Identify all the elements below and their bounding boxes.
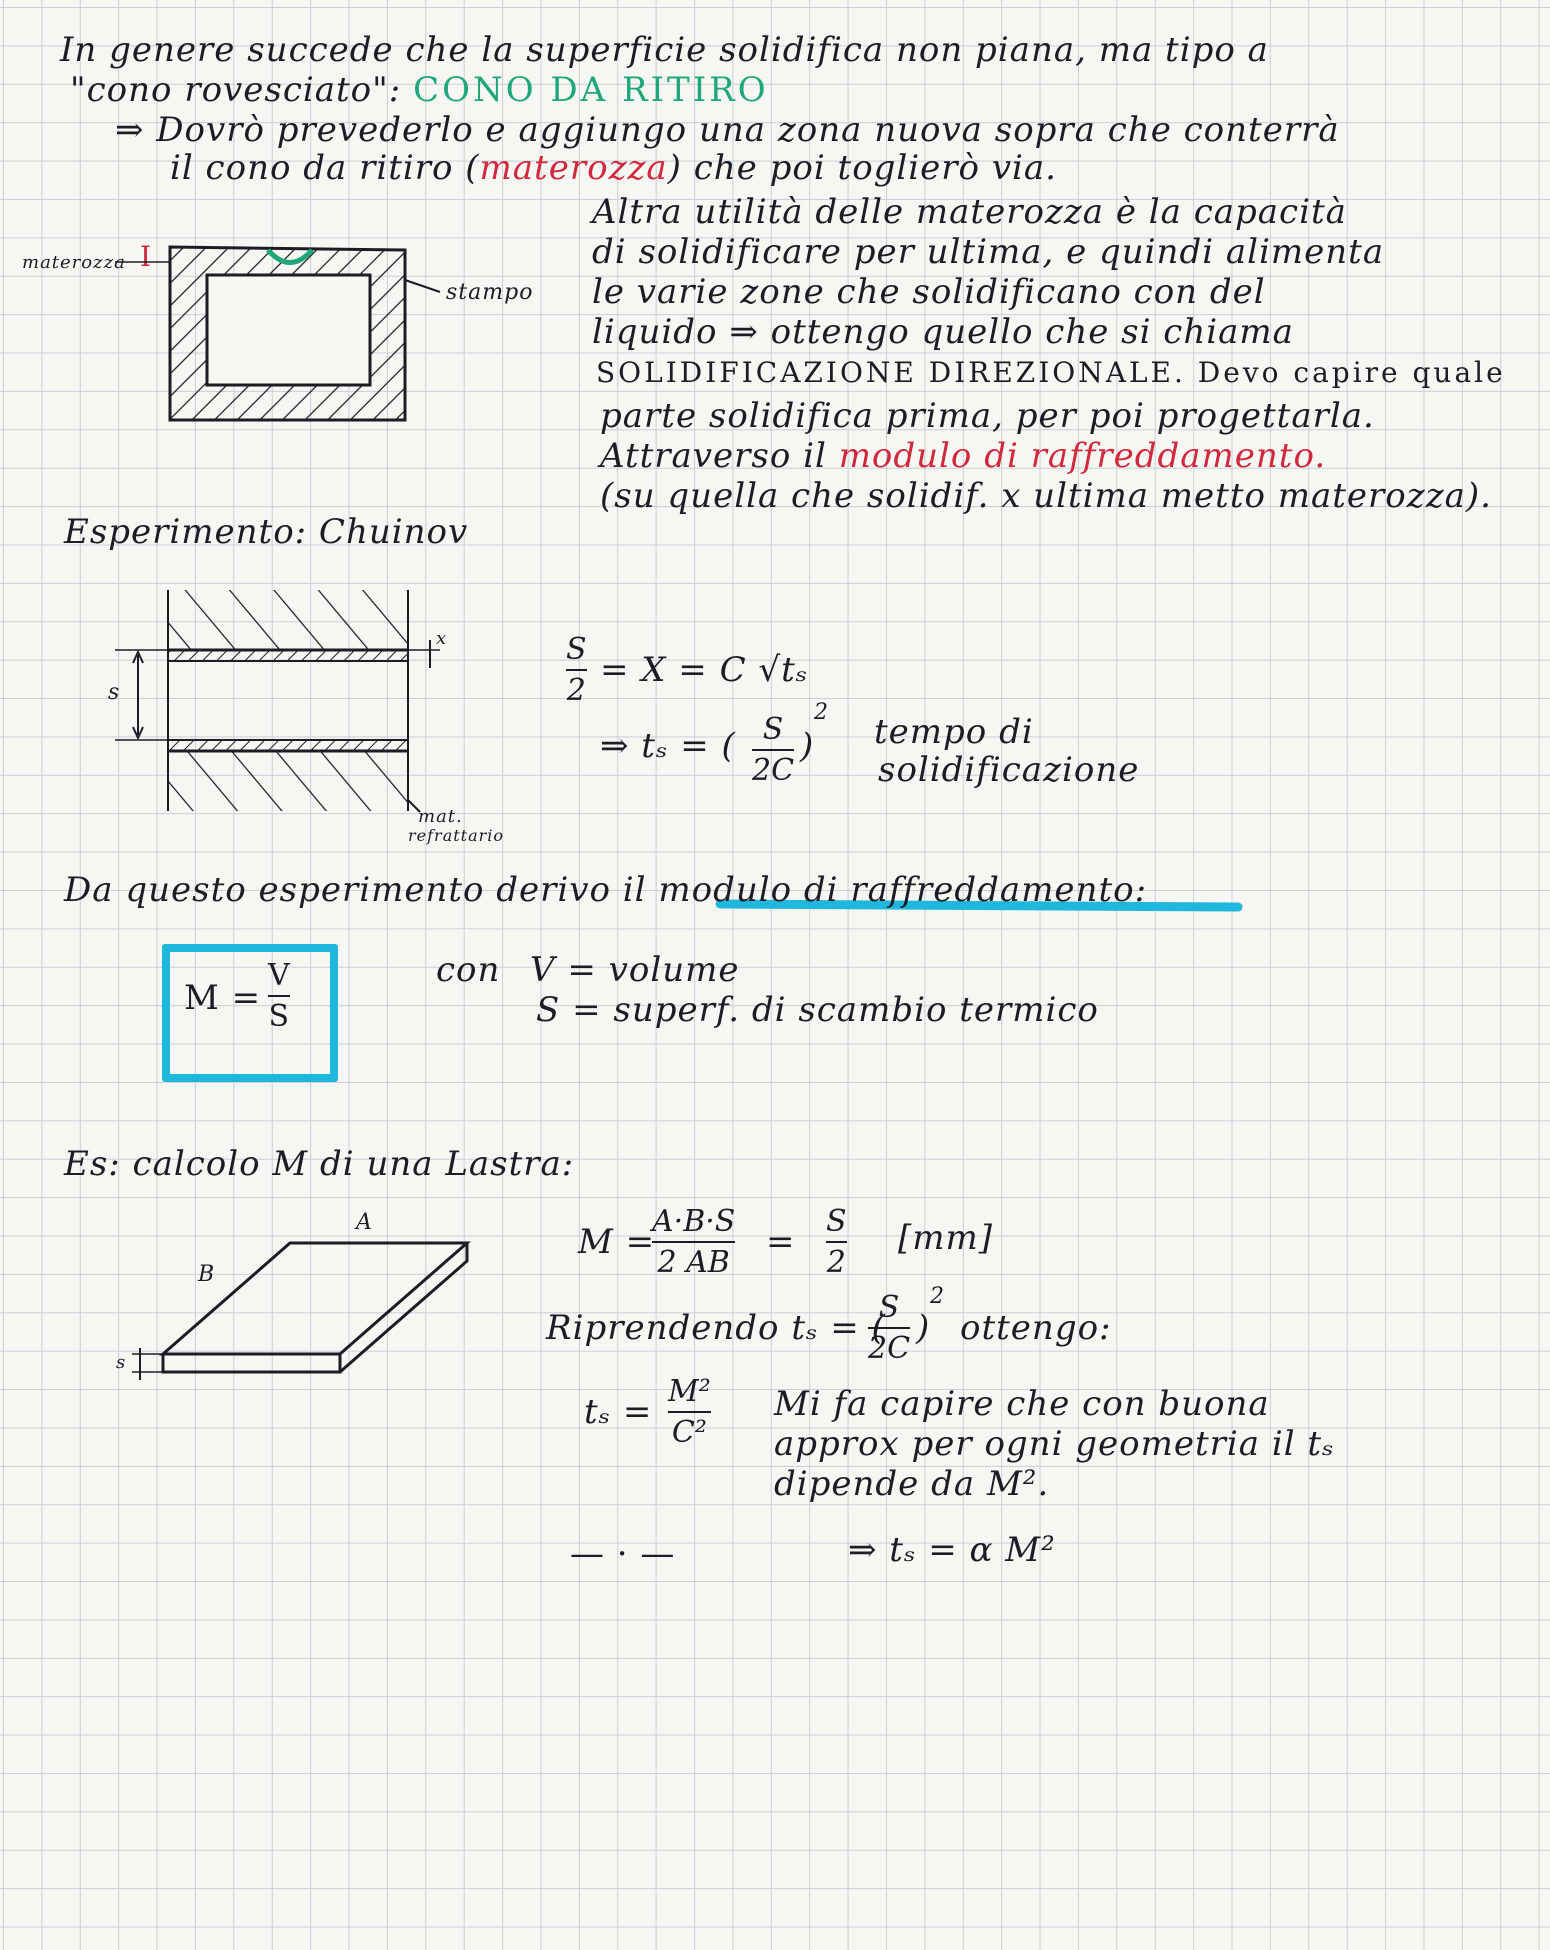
example-m-prefix: M = <box>578 1222 656 1262</box>
modulus-con: con <box>436 950 501 990</box>
side-text-5: SOLIDIFICAZIONE DIREZIONALE. Devo capire quale <box>596 356 1506 389</box>
mat-label: mat. <box>418 806 463 827</box>
example-unit: [mm] <box>898 1218 994 1258</box>
example-title: Es: calcolo M di una Lastra: <box>64 1144 575 1184</box>
x-thickness-label: x <box>436 628 448 649</box>
eq2-suffix: ) <box>800 726 815 766</box>
ts-note-3: dipende da M². <box>774 1464 1050 1504</box>
modulus-intro-term: modulo di raffreddamento: <box>658 870 1148 910</box>
eq1-rest: = X = C √tₛ <box>600 650 809 690</box>
intro-line-1: In genere succede che la superficie solidifica non piana, ma tipo a <box>60 30 1269 70</box>
eq2-prefix: ⇒ tₛ = ( <box>600 726 736 766</box>
separator-dash: — · — <box>570 1534 676 1574</box>
modulo-raffreddamento-term: modulo di raffreddamento. <box>838 436 1327 476</box>
eq2-bar <box>752 749 794 751</box>
side-text-2: di solidificare per ultima, e quindi alimenta <box>592 232 1385 272</box>
mold-diagram <box>115 247 440 420</box>
materozza-term: materozza <box>479 148 668 188</box>
modulus-numerator: V <box>268 958 290 993</box>
stampo-label: stampo <box>446 280 534 305</box>
riprendendo-numerator: S <box>878 1290 900 1325</box>
example-m-bar <box>652 1241 735 1243</box>
slab-label-a: A <box>356 1210 373 1235</box>
riprendendo-prefix: Riprendendo tₛ = ( <box>546 1308 886 1348</box>
experiment-diagram <box>115 590 440 812</box>
side-text-8: (su quella che solidif. x ultima metto materozza). <box>600 476 1492 516</box>
modulus-def-s: S = superf. di scambio termico <box>536 990 1099 1030</box>
experiment-title: Esperimento: Chuinov <box>64 512 469 552</box>
example-m2-bar <box>826 1241 847 1243</box>
ts-fraction <box>668 1374 711 1450</box>
slab-diagram <box>132 1243 467 1380</box>
eq2-note-1: tempo di <box>874 712 1034 752</box>
side-text-7-prefix: Attraverso il <box>600 436 827 476</box>
materozza-marker: I <box>140 240 153 273</box>
cono-da-ritiro-term: CONO DA RITIRO <box>413 70 769 110</box>
materozza-label: materozza <box>22 252 126 273</box>
intro-line-4-prefix: il cono da ritiro ( <box>170 148 480 188</box>
riprendendo-tail: ottengo: <box>960 1308 1112 1348</box>
side-text-6: parte solidifica prima, per poi progettarla. <box>600 396 1375 436</box>
eq1-bar <box>566 669 587 671</box>
example-m-denominator: 2 AB <box>657 1245 730 1280</box>
modulus-bar <box>268 995 290 997</box>
eq2-fraction <box>752 712 794 788</box>
riprendendo-bar <box>868 1327 910 1329</box>
example-m-numerator: A·B·S <box>652 1204 736 1239</box>
ts-note-1: Mi fa capire che con buona <box>774 1384 1270 1424</box>
ts-denominator: C² <box>671 1415 707 1450</box>
intro-line-2-prefix: "cono rovesciato": <box>70 70 402 110</box>
side-text-4: liquido ⇒ ottengo quello che si chiama <box>592 312 1294 352</box>
modulus-m-label: M = <box>184 978 262 1018</box>
final-equation: ⇒ tₛ = α M² <box>848 1530 1056 1570</box>
ts-numerator: M² <box>668 1374 711 1409</box>
intro-line-4-suffix: ) che poi toglierò via. <box>667 148 1057 188</box>
modulus-fraction <box>268 958 290 1034</box>
side-text-3: le varie zone che solidificano con del <box>592 272 1266 312</box>
eq1-fraction <box>566 632 587 708</box>
modulus-intro <box>64 870 1147 910</box>
eq2-note-2: solidificazione <box>878 750 1140 790</box>
eq2-numerator: S <box>762 712 784 747</box>
eq2-denominator: 2C <box>752 753 795 788</box>
intro-line-3: ⇒ Dovrò prevederlo e aggiungo una zona nuova sopra che conterrà <box>115 110 1340 150</box>
example-eq: = <box>766 1222 796 1262</box>
eq1-numerator: S <box>566 632 587 667</box>
ts-bar <box>668 1411 711 1413</box>
slab-label-s: s <box>116 1352 127 1373</box>
slab-label-b: B <box>198 1262 216 1287</box>
riprendendo-exponent: 2 <box>930 1284 945 1309</box>
modulus-denominator: S <box>268 999 290 1034</box>
riprendendo-suffix: ) <box>916 1308 931 1348</box>
modulus-intro-prefix: Da questo esperimento derivo il <box>64 870 647 910</box>
example-m-fraction <box>652 1204 735 1280</box>
ts-prefix: tₛ = <box>584 1392 653 1432</box>
side-text-1: Altra utilità delle materozza è la capacità <box>592 192 1347 232</box>
s-thickness-label: s <box>108 680 121 705</box>
example-m2-denominator: 2 <box>826 1245 846 1280</box>
example-m2-fraction <box>826 1204 847 1280</box>
ts-note-2: approx per ogni geometria il tₛ <box>774 1424 1335 1464</box>
refrattario-label: refrattario <box>408 826 505 845</box>
modulus-def-v: V = volume <box>530 950 740 990</box>
eq1-denominator: 2 <box>566 673 586 708</box>
eq2-exponent: 2 <box>814 700 829 725</box>
example-m2-numerator: S <box>826 1204 847 1239</box>
riprendendo-denominator: 2C <box>868 1331 911 1366</box>
riprendendo-fraction <box>868 1290 910 1366</box>
